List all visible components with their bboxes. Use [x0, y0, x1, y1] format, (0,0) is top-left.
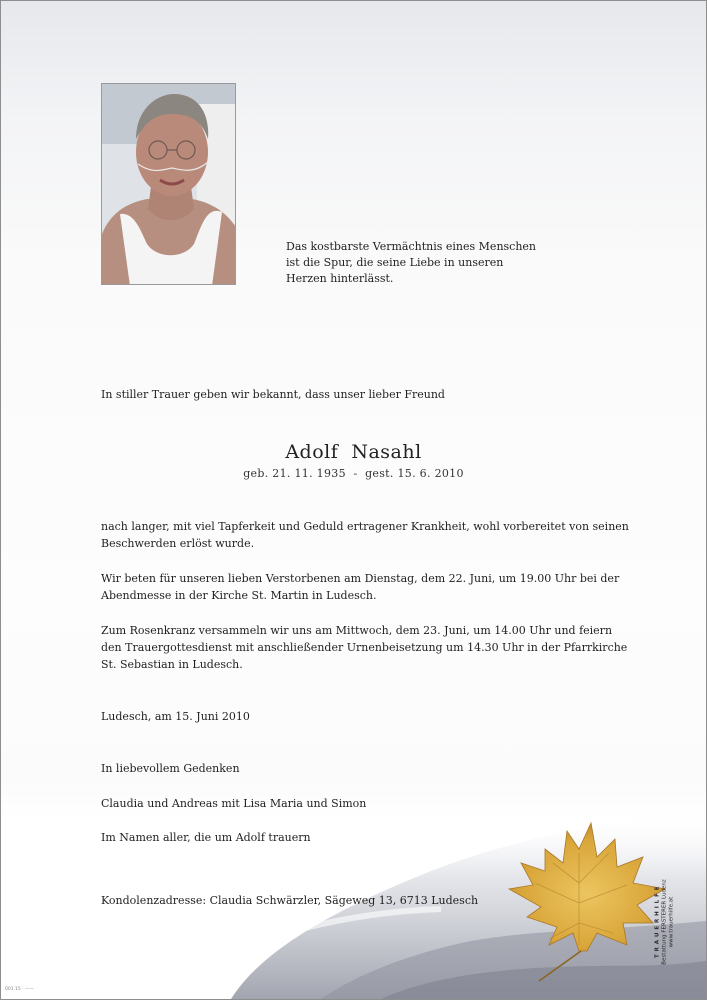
print-code: 001 15 · —— — [5, 987, 35, 992]
portrait-photo — [101, 83, 236, 285]
paragraph-line: den Trauergottesdienst mit anschließender Urnenbeisetzung um 14.30 Uhr in der Pfarrkirche — [101, 641, 628, 654]
paragraph-evening-mass — [101, 570, 620, 604]
paragraph-line: Wir beten für unseren lieben Verstorbenen am Dienstag, dem 22. Juni, um 19.00 Uhr bei der — [101, 572, 620, 585]
signature-all-mourners: Im Namen aller, die um Adolf trauern — [101, 831, 311, 844]
paragraph-funeral-service — [101, 622, 628, 673]
paragraph-line: St. Sebastian in Ludesch. — [101, 658, 243, 671]
closing-phrase: In liebevollem Gedenken — [101, 762, 240, 775]
brand-logo-text: T R A U E R H I L F E — [654, 885, 661, 959]
announcement-intro: In stiller Trauer geben wir bekannt, dass unser lieber Freund — [101, 388, 445, 401]
paragraph-illness — [101, 518, 629, 552]
life-dates: geb. 21. 11. 1935 - gest. 15. 6. 2010 — [243, 467, 464, 480]
paragraph-line: Zum Rosenkranz versammeln wir uns am Mittwoch, dem 23. Juni, um 14.00 Uhr und feiern — [101, 624, 613, 637]
paragraph-line: Abendmesse in der Kirche St. Martin in Ludesch. — [101, 589, 377, 602]
place-and-date: Ludesch, am 15. Juni 2010 — [101, 710, 250, 723]
condolence-address: Kondolenzadresse: Claudia Schwärzler, Sägeweg 13, 6713 Ludesch — [101, 894, 479, 907]
brand-company: Bestattung FERSTERER Ludenz — [661, 879, 668, 965]
brand-website: www.trauerhilfe.at — [668, 896, 675, 948]
paragraph-line: nach langer, mit viel Tapferkeit und Geduld ertragener Krankheit, wohl vorbereitet von seinen — [101, 520, 629, 533]
quote-line: ist die Spur, die seine Liebe in unseren — [286, 256, 504, 269]
memorial-quote — [286, 239, 546, 287]
quote-line: Herzen hinterlässt. — [286, 272, 394, 285]
signature-family: Claudia und Andreas mit Lisa Maria und Simon — [101, 797, 367, 810]
funeral-home-branding — [653, 869, 677, 975]
paragraph-line: Beschwerden erlöst wurde. — [101, 537, 255, 550]
deceased-name: Adolf Nasahl — [285, 441, 422, 463]
quote-line: Das kostbarste Vermächtnis eines Menschen — [286, 240, 537, 253]
